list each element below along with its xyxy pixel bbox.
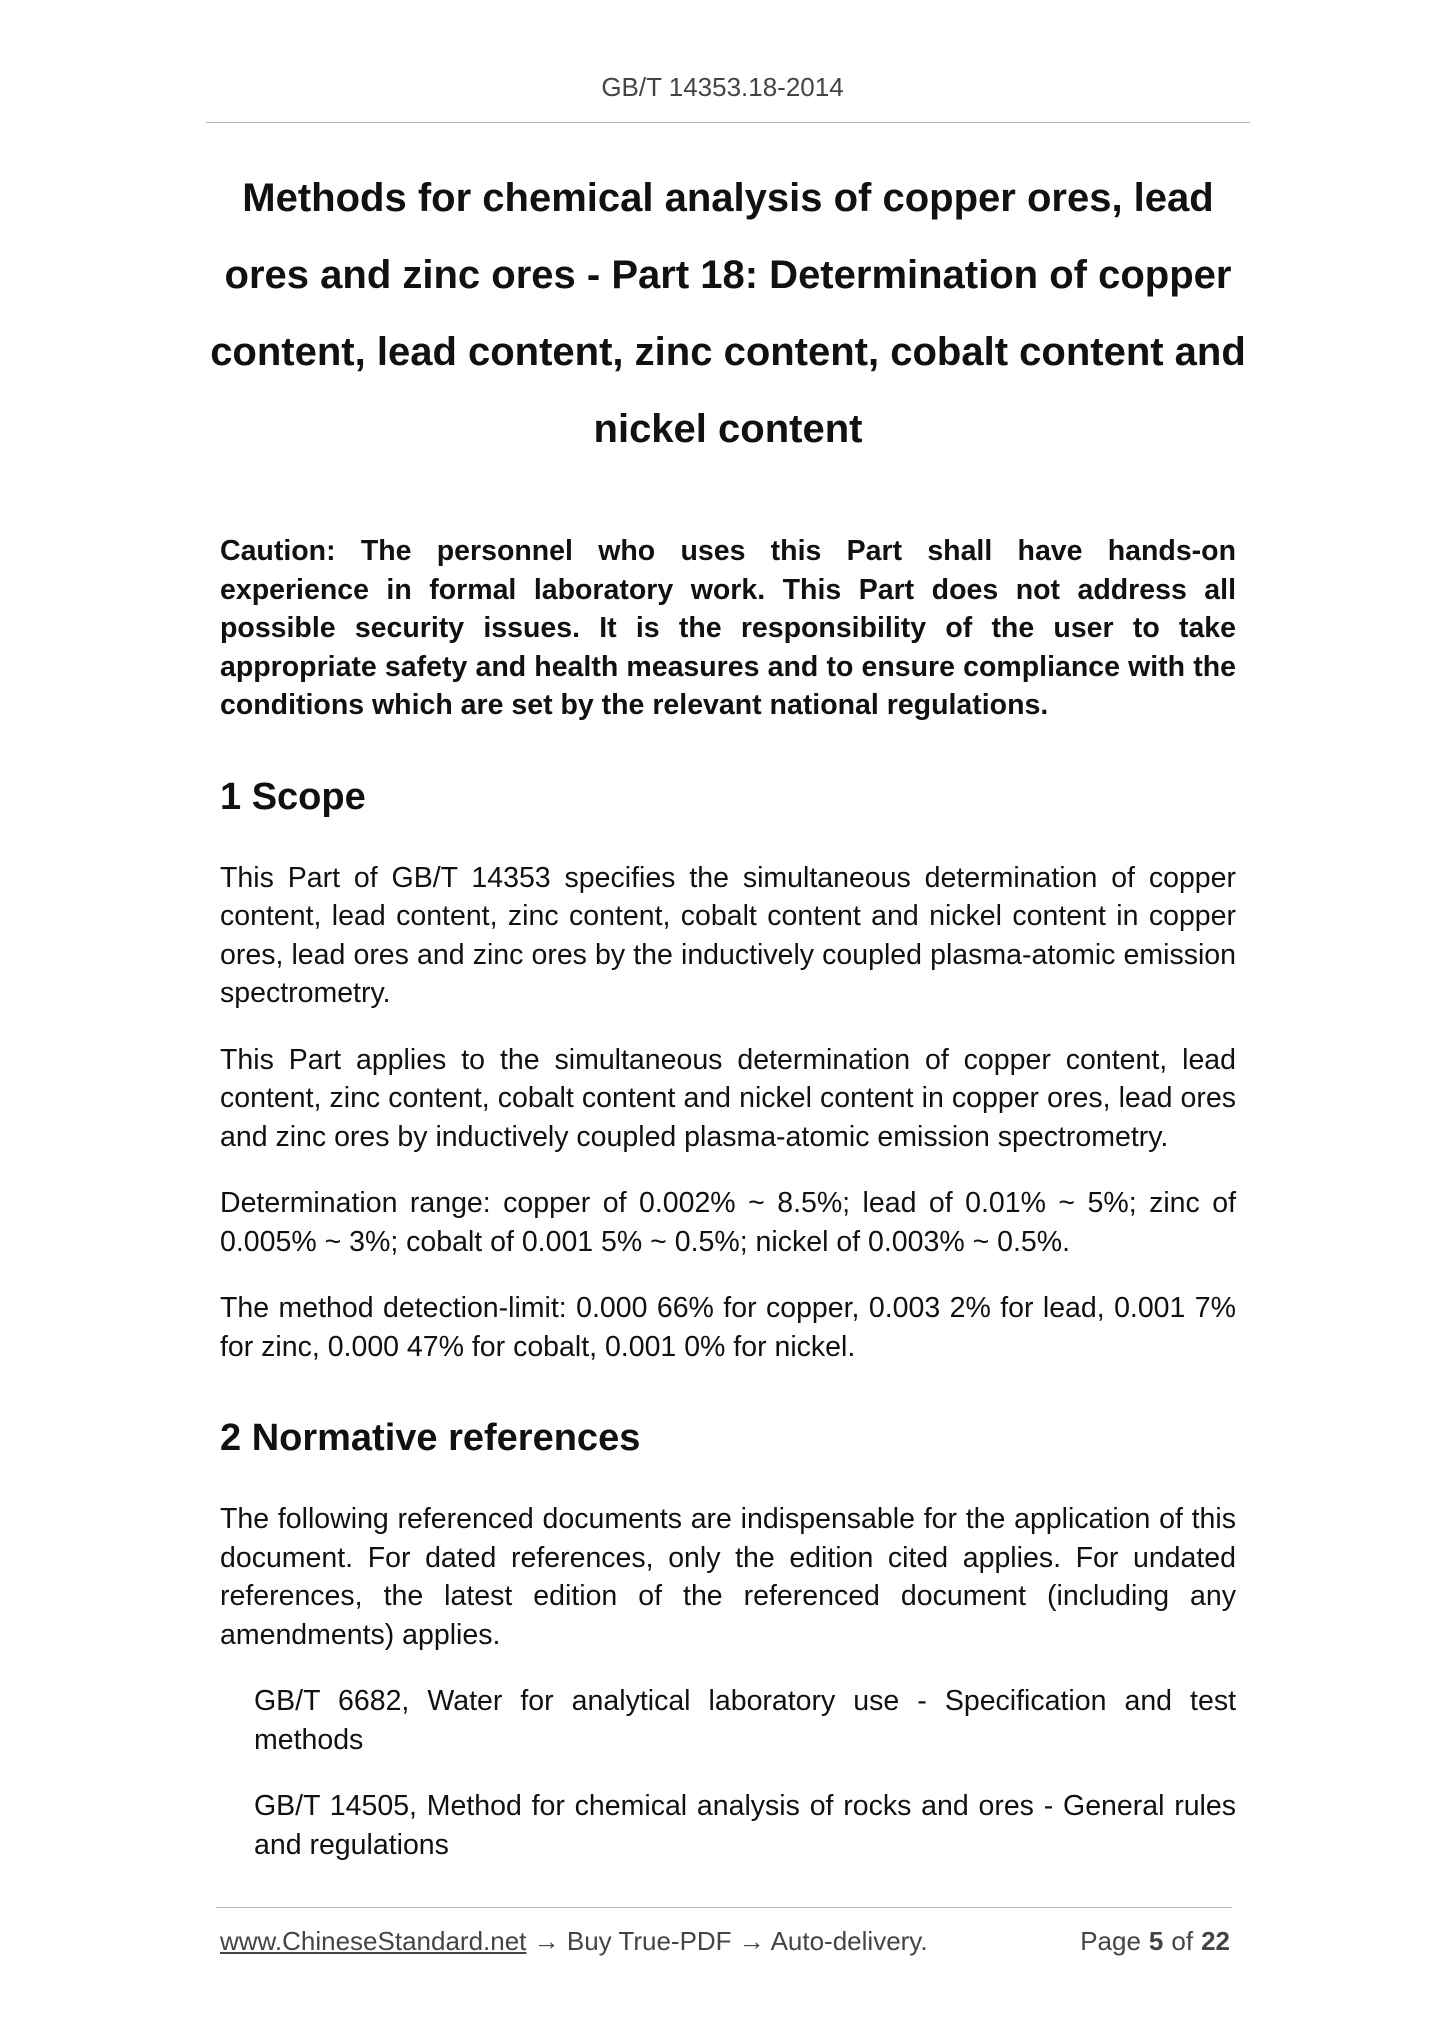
reference-item: GB/T 14505, Method for chemical analysis of rocks and ores - General rules and regulations	[254, 1790, 1236, 1861]
caution-notice: Caution: The personnel who uses this Part shall have hands-on experience in formal laboratory work. This Part does not address all possible security issues. It is the responsibility of the user to take appropriate safety and health measures and to ensure compliance with the conditions which are set by the relevant national regulations.	[220, 535, 1236, 721]
normative-intro-paragraph: The following referenced documents are indispensable for the application of this document. For dated references, only the edition cited applies. For undated references, the latest edition of the referenced document (including any amendments) applies.	[220, 1503, 1236, 1651]
page-current: 5	[1148, 1926, 1164, 1956]
footer-promo-text: → Buy True-PDF → Auto-delivery.	[526, 1926, 928, 1956]
section-heading-scope: 1 Scope	[220, 775, 366, 818]
header-divider	[206, 122, 1250, 123]
standard-code-header: GB/T 14353.18-2014	[601, 72, 844, 102]
scope-paragraph: The method detection-limit: 0.000 66% for copper, 0.003 2% for lead, 0.001 7% for zinc, 0.000 47% for cobalt, 0.001 0% for nickel.	[220, 1292, 1236, 1363]
footer-promo	[220, 1926, 928, 1957]
scope-paragraph: This Part of GB/T 14353 specifies the simultaneous determination of copper content, lead content, zinc content, cobalt content and nickel content in copper ores, lead ores and zinc ores by the inductively coupled plasma-atomic emission spectrometry.	[220, 861, 1236, 1009]
scope-paragraph: This Part applies to the simultaneous determination of copper content, lead content, zinc content, cobalt content and nickel content in copper ores, lead ores and zinc ores by inductively coupled plasma-atomic emission spectrometry.	[220, 1043, 1236, 1153]
scope-paragraph: Determination range: copper of 0.002% ~ 8.5%; lead of 0.01% ~ 5%; zinc of 0.005% ~ 3%; cobalt of 0.001 5% ~ 0.5%; nickel of 0.003% ~ 0.5%.	[220, 1187, 1236, 1258]
reference-item: GB/T 6682, Water for analytical laboratory use - Specification and test methods	[254, 1685, 1236, 1756]
website-link[interactable]: www.ChineseStandard.net	[220, 1926, 527, 1956]
page-of-label: of	[1171, 1926, 1194, 1956]
document-body	[220, 532, 1236, 1892]
footer-divider	[216, 1907, 1232, 1908]
page-total: 22	[1201, 1926, 1230, 1956]
page-number	[1080, 1926, 1230, 1957]
page-label: Page	[1080, 1926, 1141, 1956]
section-heading-normative-references: 2 Normative references	[220, 1417, 641, 1459]
document-title: Methods for chemical analysis of copper ores, lead ores and zinc ores - Part 18: Determination of copper content, lead content, zinc content, cobalt content and nickel content	[210, 176, 1246, 451]
